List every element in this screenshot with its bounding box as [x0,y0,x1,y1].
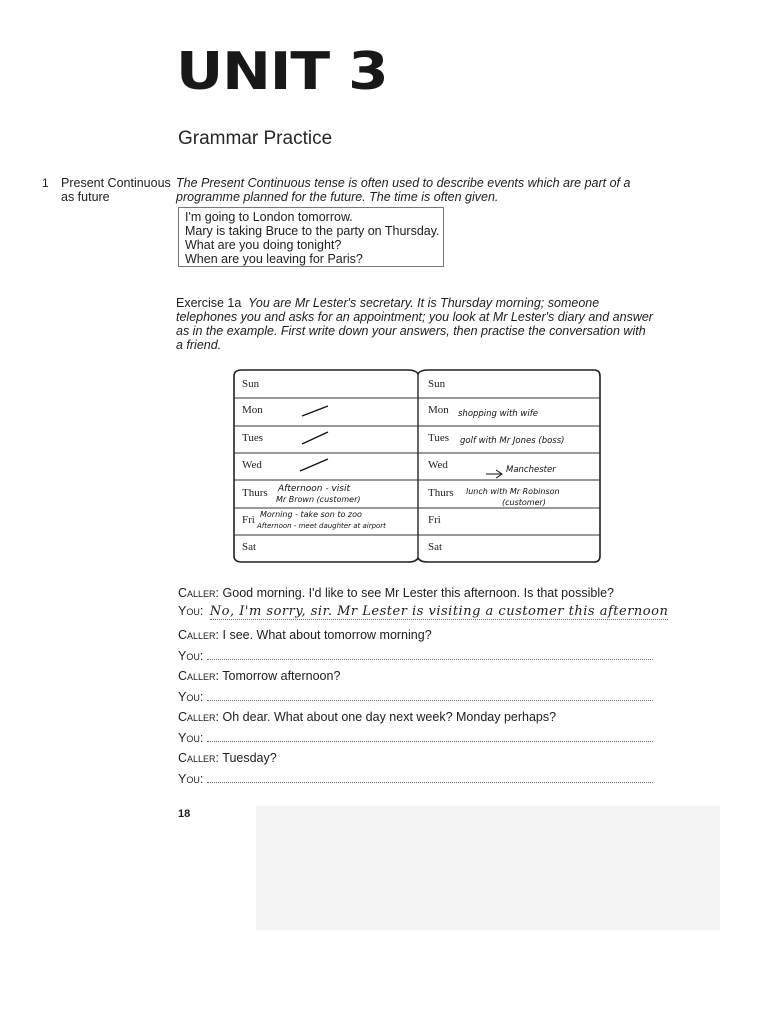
diary-entry-wed-right: Manchester [506,465,556,475]
speaker-label: You: [178,604,204,618]
diary-day-left: Sun [242,378,260,390]
section-label [61,176,171,204]
dialogue-line [178,751,277,765]
answer-blank[interactable] [207,650,653,660]
exercise-line: telephones you and asks for an appointment; you look at Mr Lester's diary and answer [176,310,653,324]
dialogue-text: Tuesday? [222,751,277,765]
dialogue-line [178,772,653,786]
diary-entry-tues-right: golf with Mr Jones (boss) [460,436,565,446]
speaker-label: Caller: [178,628,220,642]
answer-blank[interactable] [207,691,653,701]
exercise-line: as in the example. First write down your answers, then practise the conversation with [176,324,646,338]
diary-day-right: Sun [428,378,446,390]
diary-day-left: Sat [242,541,257,553]
dialogue-line [178,710,556,724]
dialogue-text: I see. What about tomorrow morning? [222,628,432,642]
speaker-label: Caller: [178,586,220,600]
diary-entry-fri-left: Morning - take son to zoo [260,510,362,519]
exercise-instructions [176,296,654,352]
dialogue-line [178,586,614,600]
section-intro [176,176,646,204]
section-number: 1 [42,176,49,190]
diary-dash-tues [302,432,328,444]
diary-dash-mon [302,406,328,416]
speaker-label: Caller: [178,669,220,683]
diary-entry-thurs-right: lunch with Mr Robinson [466,487,560,496]
speaker-label: You: [178,690,204,704]
diary-day-left: Fri [242,514,255,526]
dialogue-line [178,628,432,642]
diary-day-right: Wed [428,459,448,471]
dialogue-line [178,690,653,704]
diary-entry-mon-right: shopping with wife [458,409,538,419]
dialogue-line [178,649,653,663]
intro-line2: programme planned for the future. The time is often given. [176,190,499,204]
diary-day-left: Mon [242,404,263,416]
diary-entry-thurs-left: Afternoon - visit [278,484,351,494]
answer-blank[interactable] [207,773,653,783]
example-sentence: I'm going to London tomorrow. [185,210,353,224]
section-label-line2: as future [61,190,110,204]
exercise-line: You are Mr Lester's secretary. It is Thursday morning; someone [248,296,600,310]
unit-title: UNIT 3 [176,42,388,102]
diary-entry-thurs-right: (customer) [502,498,546,507]
dialogue-line [178,669,340,683]
exercise-label: Exercise 1a [176,296,242,310]
example-box [178,207,444,267]
answer-text: No, I'm sorry, sir. Mr Lester is visiting a customer this afternoon [209,604,669,619]
arrow-icon [486,470,502,478]
scan-shadow [256,806,720,930]
section-label-line1: Present Continuous [61,176,171,190]
example-sentence: Mary is taking Bruce to the party on Thursday. [185,224,440,238]
diary-day-right: Sat [428,541,443,553]
diary-day-right: Thurs [428,487,454,499]
diary-day-left: Tues [242,432,263,444]
speaker-label: Caller: [178,710,220,724]
dialogue-text: Tomorrow afternoon? [222,669,341,683]
diary-day-left: Thurs [242,487,268,499]
diary-dash-wed [300,459,328,471]
dialogue-text: Good morning. I'd like to see Mr Lester this afternoon. Is that possible? [222,586,614,600]
speaker-label: You: [178,649,204,663]
speaker-label: You: [178,772,204,786]
dialogue-text: Oh dear. What about one day next week? Monday perhaps? [222,710,557,724]
exercise-line: a friend. [176,338,222,352]
speaker-label: Caller: [178,751,220,765]
diary-day-right: Mon [428,404,449,416]
diary-illustration [230,368,602,566]
intro-line1: The Present Continuous tense is often used to describe events which are part of a [176,176,631,190]
diary-entry-fri-left: Afternoon - meet daughter at airport [257,522,386,530]
diary-day-right: Fri [428,514,441,526]
diary-day-right: Tues [428,432,449,444]
example-sentence: When are you leaving for Paris? [185,252,363,266]
diary-entry-thurs-left: Mr Brown (customer) [276,495,361,504]
page-number: 18 [178,808,191,820]
section-heading: Grammar Practice [178,128,333,149]
example-sentence: What are you doing tonight? [185,238,342,252]
answer-blank[interactable] [207,732,653,742]
speaker-label: You: [178,731,204,745]
dialogue-line [178,731,653,745]
diary-day-left: Wed [242,459,262,471]
dialogue-line [178,604,668,619]
